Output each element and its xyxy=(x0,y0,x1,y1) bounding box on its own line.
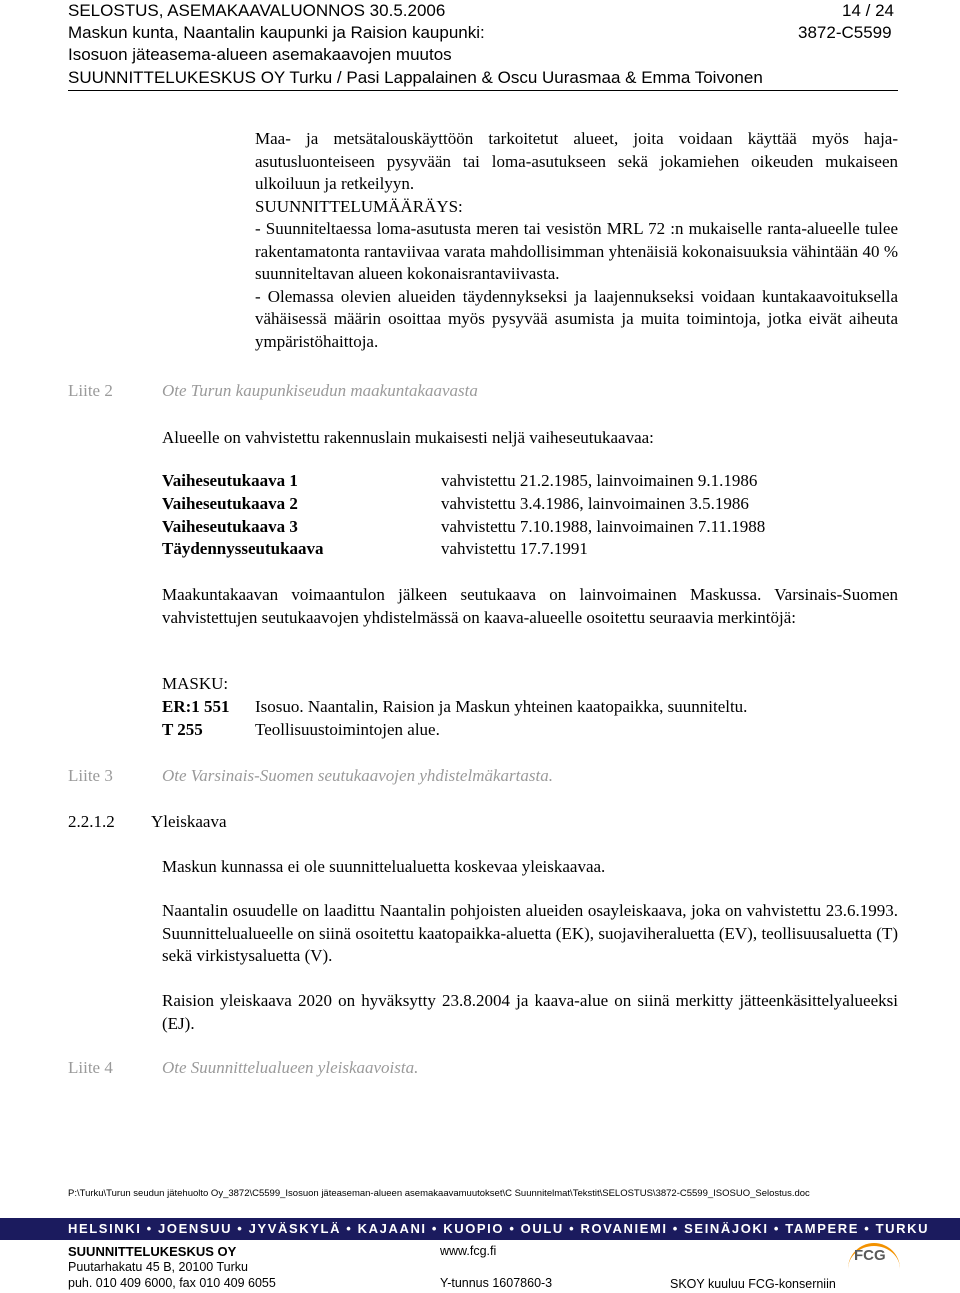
marking-code: T 255 xyxy=(162,720,203,739)
appendix-caption: Ote Turun kaupunkiseudun maakuntakaavasta xyxy=(162,381,478,400)
plan-name: Vaiheseutukaava 1 xyxy=(162,471,298,490)
footer-company: SUUNNITTELUKESKUS OY xyxy=(68,1244,237,1259)
plan-name: Vaiheseutukaava 2 xyxy=(162,494,298,513)
header-project-name: Isosuon jäteasema-alueen asemakaavojen muutos xyxy=(68,45,452,64)
footer-phone: puh. 010 409 6000, fax 010 409 6055 xyxy=(68,1276,276,1290)
paragraph: Alueelle on vahvistettu rakennuslain mukaisesti neljä vaiheseutukaavaa: xyxy=(162,428,654,447)
paragraph: Naantalin osuudelle on laadittu Naantalin pohjoisten alueiden osayleiskaava, joka on vahvistettu 23.6.1993. Suunnittelualueelle on siinä osoitettu kaatopaikka-aluetta (EK), suojaviheraluetta (EV), teollisuusaluetta (T) sekä virkistysaluetta (V). xyxy=(162,901,898,965)
footer-business-id: Y-tunnus 1607860-3 xyxy=(440,1276,553,1290)
paragraph: Maakuntakaavan voimaantulon jälkeen seutukaava on lainvoimainen Maskussa. Varsinais-Suomen vahvistettujen seutukaavojen yhdistelmässä on kaava-alueelle osoitettu seuraavia merkintöjä: xyxy=(162,585,898,627)
plan-info: vahvistettu 17.7.1991 xyxy=(441,539,588,558)
header-page-number: 14 / 24 xyxy=(842,1,894,20)
appendix-label: Liite 4 xyxy=(68,1058,113,1077)
marking-text: Teollisuustoimintojen alue. xyxy=(255,720,440,739)
fcg-logo: FCG xyxy=(854,1247,886,1264)
paragraph: Maskun kunnassa ei ole suunnittelualuetta koskevaa yleiskaavaa. xyxy=(162,857,606,876)
appendix-label: Liite 3 xyxy=(68,766,113,785)
header-municipalities: Maskun kunta, Naantalin kaupunki ja Raision kaupunki: xyxy=(68,23,485,42)
marking-code: ER:1 551 xyxy=(162,697,230,716)
plan-info: vahvistettu 3.4.1986, lainvoimainen 3.5.1986 xyxy=(441,494,749,513)
plan-info: vahvistettu 7.10.1988, lainvoimainen 7.11.1988 xyxy=(441,517,766,536)
regulation-heading: SUUNNITTELUMÄÄRÄYS: xyxy=(255,196,463,216)
header-rule xyxy=(68,90,898,91)
paragraph: - Olemassa olevien alueiden täydennykseksi ja laajennukseksi voidaan kuntakaavoituksella vähäisessä määrin osoittaa myös pysyvää asumista ja muita toimintoja, jotka eivät aiheuta ympäristöhaittoja. xyxy=(255,286,898,351)
plan-info: vahvistettu 21.2.1985, lainvoimainen 9.1.1986 xyxy=(441,471,758,490)
section-title: Yleiskaava xyxy=(151,812,227,831)
footer-website: www.fcg.fi xyxy=(440,1244,497,1258)
paragraph: Raision yleiskaava 2020 on hyväksytty 23.8.2004 ja kaava-alue on siinä merkitty jätteenkäsittelyalueeksi (EJ). xyxy=(162,991,898,1033)
section-number: 2.2.1.2 xyxy=(68,812,115,831)
appendix-caption: Ote Suunnittelualueen yleiskaavoista. xyxy=(162,1058,419,1077)
paragraph: - Suunniteltaessa loma-asutusta meren tai vesistön MRL 72 :n mukaiselle ranta-alueelle tulee rakentamatonta rantaviivaa varata mahdollisimman yhtenäisiä kokonaisuuksia vähintään 40 % suunniteltavan alueen kokonaisrantaviivasta. xyxy=(255,219,898,283)
paragraph: Maa- ja metsätalouskäyttöön tarkoitetut alueet, joita voidaan käyttää myös haja-asutusluonteiseen pysyvään tai loma-asutukseen sekä jokamiehen oikeuden mukaiseen ulkoiluun ja retkeilyyn. xyxy=(255,129,898,193)
header-authors: SUUNNITTELUKESKUS OY Turku / Pasi Lappalainen & Oscu Uurasmaa & Emma Toivonen xyxy=(68,68,763,87)
marking-text: Isosuo. Naantalin, Raision ja Maskun yhteinen kaatopaikka, suunniteltu. xyxy=(255,697,748,716)
header-project-code: 3872-C5599 xyxy=(798,23,892,42)
land-use-description xyxy=(255,128,898,353)
file-path: P:\Turku\Turun seudun jätehuolto Oy_3872\C5599_Isosuon jäteaseman-alueen asemakaavamuutokset\C Suunnitelmat\Tekstit\SELOSTUS\3872-C5599_ISOSUO_Selostus.doc xyxy=(68,1188,810,1199)
header-document-title: SELOSTUS, ASEMAKAAVALUONNOS 30.5.2006 xyxy=(68,1,446,20)
appendix-caption: Ote Varsinais-Suomen seutukaavojen yhdistelmäkartasta. xyxy=(162,766,553,785)
plan-name: Vaiheseutukaava 3 xyxy=(162,517,298,536)
footer-cities: HELSINKI • JOENSUU • JYVÄSKYLÄ • KAJAANI • KUOPIO • OULU • ROVANIEMI • SEINÄJOKI • TAMPERE • TURKU xyxy=(68,1221,930,1236)
footer-address: Puutarhakatu 45 B, 20100 Turku xyxy=(68,1260,248,1274)
plan-name: Täydennysseutukaava xyxy=(162,539,324,558)
masku-heading: MASKU: xyxy=(162,674,229,693)
appendix-label: Liite 2 xyxy=(68,381,113,400)
footer-group-note: SKOY kuuluu FCG-konserniin xyxy=(670,1277,836,1291)
